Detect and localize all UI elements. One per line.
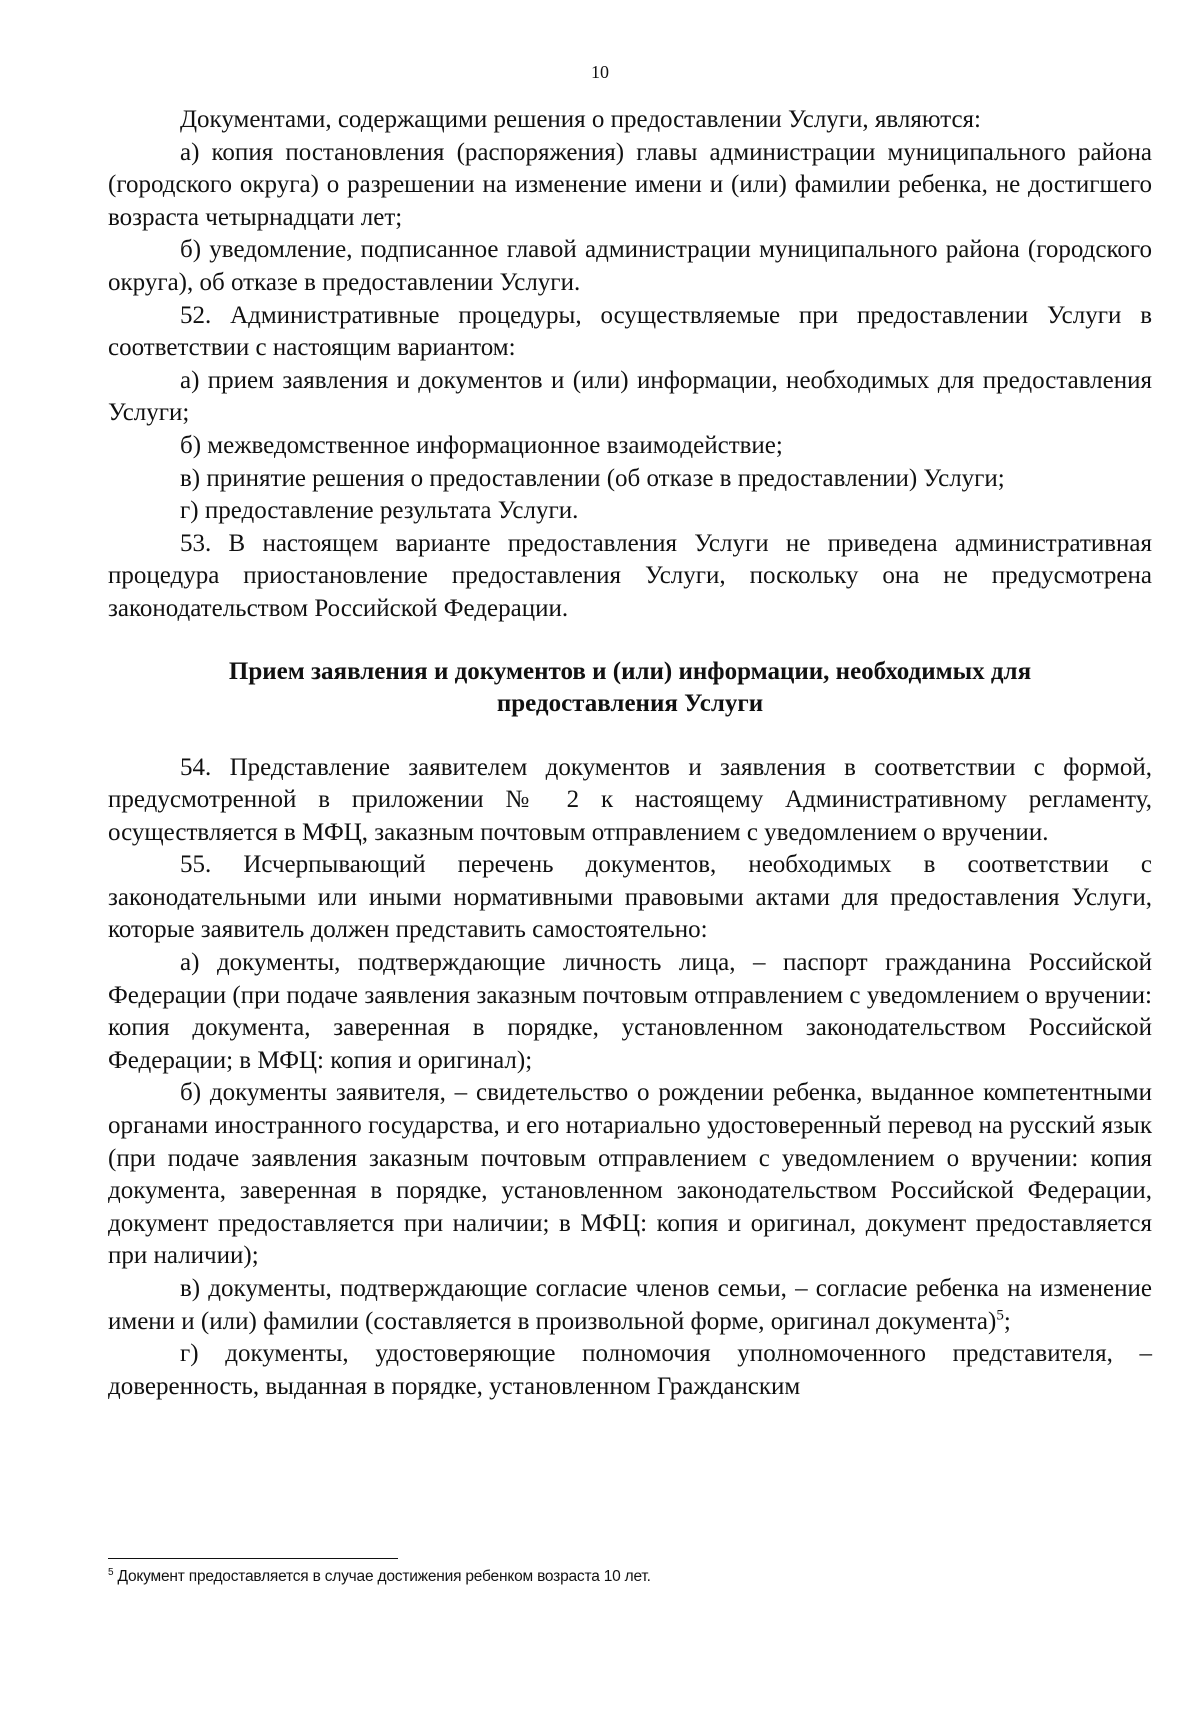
paragraph: г) предоставление результата Услуги. [180, 497, 579, 525]
paragraph: 53. В настоящем варианте предоставления Услуги не приведена административная процедура приостановление предоставления Услуги, поскольку она не предусмотрена законодательством Российской Федерации. [108, 529, 1152, 622]
footnote-text: Документ предоставляется в случае достижения ребенком возраста 10 лет. [113, 1568, 651, 1585]
footnote [108, 1568, 651, 1586]
document-body [108, 104, 1152, 1403]
paragraph: а) документы, подтверждающие личность лица, – паспорт гражданина Российской Федерации (при подаче заявления заказным почтовым отправлением с уведомлением о вручении: копия документа, заверенная в порядке, установленном законодательством Российской Федерации; в МФЦ: копия и оригинал); [108, 949, 1152, 1074]
paragraph: г) документы, удостоверяющие полномочия уполномоченного представителя, – доверенность, выданная в порядке, установленном Гражданским [108, 1340, 1152, 1400]
section-heading-line: Прием заявления и документов и (или) информации, необходимых для [228, 657, 1032, 685]
paragraph: в) принятие решения о предоставлении (об отказе в предоставлении) Услуги; [180, 464, 1005, 492]
paragraph: а) прием заявления и документов и (или) информации, необходимых для предоставления Услуги; [108, 366, 1152, 427]
paragraph [108, 1273, 1152, 1338]
paragraph: 54. Представление заявителем документов и заявления в соответствии с формой, предусмотренной в приложении № 2 к настоящему Административному регламенту, осуществляется в МФЦ, заказным почтовым отправлением с уведомлением о вручении. [108, 753, 1152, 846]
paragraph: 52. Административные процедуры, осуществляемые при предоставлении Услуги в соответствии с настоящим вариантом: [108, 301, 1152, 362]
section-heading [108, 656, 1152, 720]
paragraph: б) межведомственное информационное взаимодействие; [180, 431, 783, 459]
paragraph: 55. Исчерпывающий перечень документов, необходимых в соответствии с законодательными или иными нормативными правовыми актами для предоставления Услуги, которые заявитель должен представить самостоятельно: [108, 851, 1152, 944]
footnote-reference: 5 [996, 1307, 1004, 1324]
paragraph: б) уведомление, подписанное главой администрации муниципального района (городского округа), об отказе в предоставлении Услуги. [108, 236, 1152, 296]
paragraph: Документами, содержащими решения о предоставлении Услуги, являются: [180, 106, 981, 133]
section-heading-line: предоставления Услуги [496, 689, 764, 717]
paragraph: а) копия постановления (распоряжения) главы администрации муниципального района (городского округа) о разрешении на изменение имени и (или) фамилии ребенка, не достигшего возраста четырнадцати лет; [108, 138, 1152, 231]
paragraph-text: в) документы, подтверждающие согласие членов семьи, – согласие ребенка на изменение имени и (или) фамилии (составляется в произвольной форме, оригинал документа) [108, 1275, 1152, 1335]
paragraph-tail: ; [1003, 1307, 1011, 1335]
paragraph: б) документы заявителя, – свидетельство о рождении ребенка, выданное компетентными органами иностранного государства, и его нотариально удостоверенный перевод на русский язык (при подаче заявления заказным почтовым отправлением с уведомлением о вручении: копия документа, заверенная в порядке, установленном законодательством Российской Федерации, документ предоставляется при наличии; в МФЦ: копия и оригинал, документ предоставляется при наличии); [108, 1079, 1152, 1270]
page-number: 10 [591, 62, 609, 82]
footnote-marker: 5 [108, 1566, 114, 1578]
footnote-separator [108, 1558, 398, 1559]
